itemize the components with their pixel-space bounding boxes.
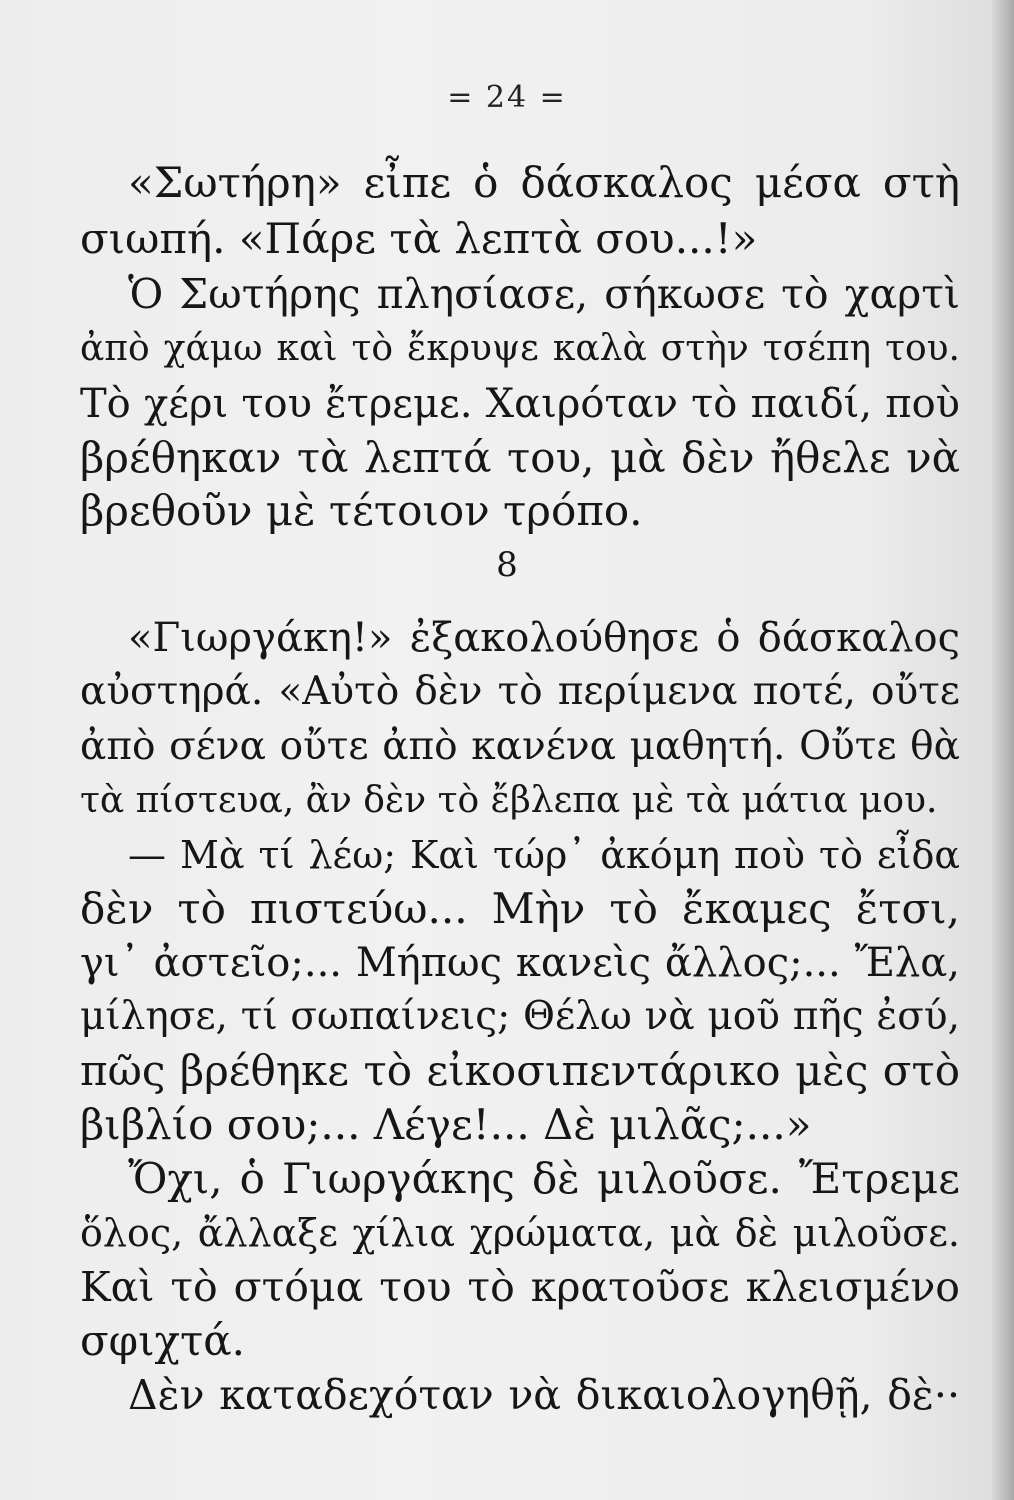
- text-line: «Σωτήρη» εἶπε ὁ δάσκαλος μέσα στὴ: [128, 158, 960, 207]
- text-line: Καὶ τὸ στόμα του τὸ κρατοῦσε κλεισμένο: [80, 1263, 960, 1311]
- text-line: βρέθηκαν τὰ λεπτά του, μὰ δὲν ἤθελε νὰ: [80, 433, 960, 482]
- section-number: 8: [496, 545, 518, 585]
- text-line: γι᾽ ἀστεῖο;... Μήπως κανεὶς ἄλλος;... Ἔλα,: [80, 940, 960, 986]
- text-line: Ὁ Σωτήρης πλησίασε, σήκωσε τὸ χαρτὶ: [128, 270, 960, 318]
- text-line: βρεθοῦν μὲ τέτοιον τρόπο.: [80, 486, 643, 535]
- text-line: τὰ πίστευα, ἂν δὲν τὸ ἔβλεπα μὲ τὰ μάτια μου.: [80, 780, 938, 821]
- text-line: πῶς βρέθηκε τὸ εἰκοσιπεντάρικο μὲς στὸ: [80, 1046, 960, 1095]
- text-line: σφιχτά.: [80, 1316, 245, 1365]
- text-line: — Μὰ τί λέω; Καὶ τώρ᾽ ἀκόμη ποὺ τὸ εἶδα: [128, 833, 960, 877]
- text-line: σιωπή. «Πάρε τὰ λεπτὰ σου...!»: [80, 214, 758, 263]
- text-line: ἀπὸ σένα οὔτε ἀπὸ κανένα μαθητή. Οὔτε θὰ: [80, 724, 960, 769]
- text-line: Ὄχι, ὁ Γιωργάκης δὲ μιλοῦσε. Ἔτρεμε: [128, 1154, 960, 1203]
- text-line: βιβλίο σου;... Λέγε!... Δὲ μιλᾶς;...»: [80, 1100, 812, 1149]
- page-edge: [992, 0, 1014, 1500]
- text-line: «Γιωργάκη!» ἐξακολούθησε ὁ δάσκαλος: [128, 615, 960, 661]
- text-line: αὐστηρά. «Αὐτὸ δὲν τὸ περίμενα ποτέ, οὔτε: [80, 669, 960, 714]
- text-line: δὲν τὸ πιστεύω... Μὴν τὸ ἔκαμες ἔτσι,: [80, 884, 960, 933]
- text-line: μίλησε, τί σωπαίνεις; Θέλω νὰ μοῦ πῆς ἐσύ,: [80, 994, 960, 1039]
- text-line: Δὲν καταδεχόταν νὰ δικαιολογηθῇ, δὲ··: [128, 1371, 960, 1419]
- text-line: Τὸ χέρι του ἔτρεμε. Χαιρόταν τὸ παιδί, ποὺ: [80, 381, 960, 427]
- text-line: ἀπὸ χάμω καὶ τὸ ἔκρυψε καλὰ στὴν τσέπη του.: [80, 328, 960, 369]
- page-number: = 24 =: [447, 80, 567, 115]
- text-line: ὅλος, ἄλλαξε χίλια χρώματα, μὰ δὲ μιλοῦσε.: [80, 1211, 960, 1255]
